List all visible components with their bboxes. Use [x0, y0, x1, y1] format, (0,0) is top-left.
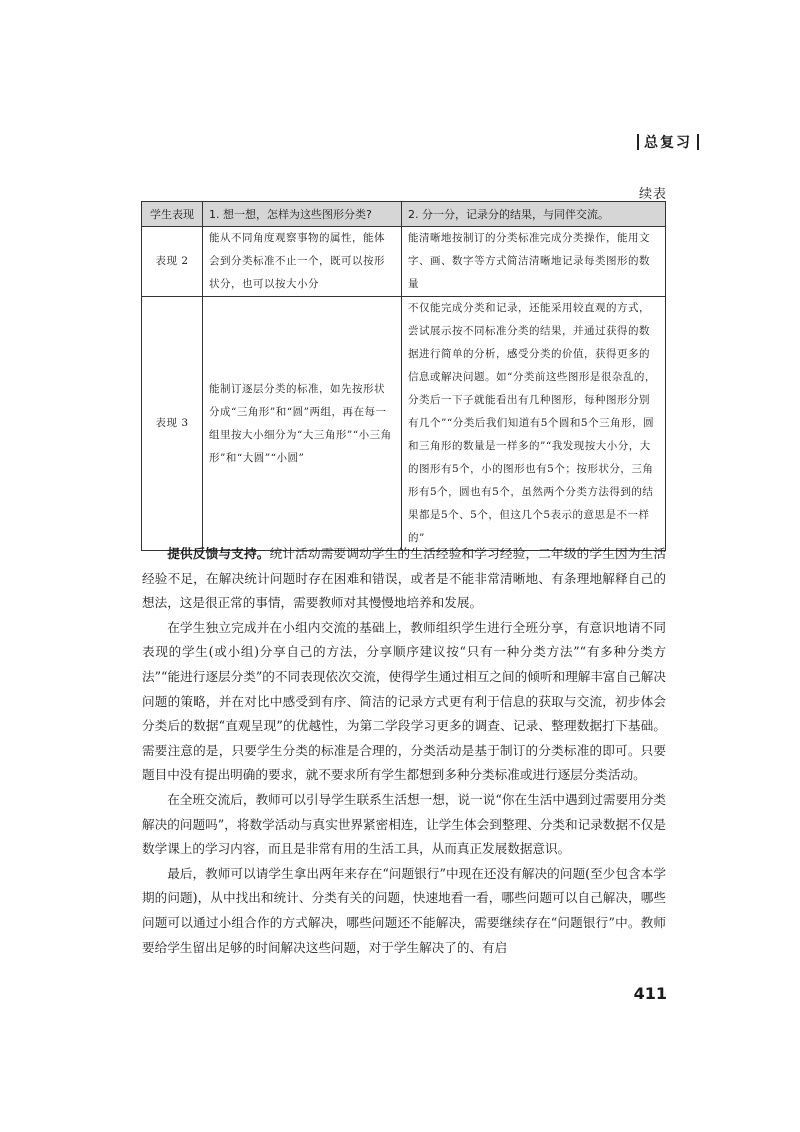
table-header-cell: 2. 分一分，记录分的结果，与同伴交流。 — [402, 202, 666, 227]
table-row — [142, 297, 666, 551]
paragraph-text: 最后，教师可以请学生拿出两年来存在“问题银行”中现在还没有解决的问题(至少包含本学期的问题)，从中找出和统计、分类有关的问题，快速地看一看，哪些问题可以自己解决，哪些问题可以通过小组合作的方式解决，哪些问题还不能解决，需要继续存在“问题银行”中。教师要给学生留出足够的时间解决这些问题，对于学生解决了的、有启 — [142, 865, 666, 955]
paragraph-lead: 提供反馈与支持。 — [167, 546, 270, 561]
paragraph-text: 统计活动需要调动学生的生活经验和学习经验，二年级的学生因为生活经验不足，在解决统计问题时存在困难和错误，或者是不能非常清晰地、有条理地解释自己的想法，这是很正常的事情，需要教师对其慢慢地培养和发展。 — [142, 546, 667, 611]
page-number: 411 — [633, 984, 667, 1003]
paragraph — [142, 616, 666, 788]
header-title: 总复习 — [644, 135, 692, 151]
table-cell: 能制订逐层分类的标准，如先按形状分成“三角形”和“圆”两组，再在每一组里按大小细分为“大三角形”“小三角形”和“大圆”“小圆” — [203, 297, 402, 551]
paragraph-text: 在学生独立完成并在小组内交流的基础上，教师组织学生进行全班分享，有意识地请不同表现的学生(或小组)分享自己的方法，分享顺序建议按“只有一种分类方法”“有多种分类方法”“能进行逐层分类”的不同表现依次交流，使得学生通过相互之间的倾听和理解丰富自己解决问题的策略，并在对比中感受到有序、简洁的记录方式更有利于信息的获取与交流，初步体会分类后的数据“直观呈现”的优越性，为第二学段学习更多的调查、记录、整理数据打下基础。需要注意的是，只要学生分类的标准是合理的，分类活动是基于制订的分类标准的即可。只要题目中没有提出明确的要求，就不要求所有学生都想到多种分类标准或进行逐层分类活动。 — [142, 619, 666, 783]
table-header-row — [142, 202, 666, 227]
table-row — [142, 227, 666, 297]
paragraph — [142, 788, 666, 862]
table-header-cell: 1. 想一想，怎样为这些图形分类? — [203, 202, 402, 227]
body-text — [142, 542, 666, 960]
running-header — [632, 132, 704, 152]
table-header-cell: 学生表现 — [142, 202, 203, 227]
row-label: 表现 2 — [142, 227, 203, 297]
paragraph — [142, 542, 666, 616]
row-label: 表现 3 — [142, 297, 203, 551]
performance-table — [141, 201, 666, 551]
header-bar-right — [697, 134, 699, 150]
header-bar-left — [637, 134, 639, 150]
paragraph — [142, 862, 666, 960]
table-cell: 能从不同角度观察事物的属性，能体会到分类标准不止一个，既可以按形状分，也可以按大小分 — [203, 227, 402, 297]
paragraph-text: 在全班交流后，教师可以引导学生联系生活想一想，说一说“你在生活中遇到过需要用分类解决的问题吗”，将数学活动与真实世界紧密相连，让学生体会到整理、分类和记录数据不仅是数学课上的学习内容，而且是非常有用的生活工具，从而真正发展数据意识。 — [142, 791, 666, 857]
table-cell: 不仅能完成分类和记录，还能采用较直观的方式，尝试展示按不同标准分类的结果，并通过获得的数据进行简单的分析，感受分类的价值，获得更多的信息或解决问题。如“分类前这些图形是很杂乱的，分类后一下子就能看出有几种图形，每种图形分别有几个”“分类后我们知道有5个圆和5个三角形，圆和三角形的数量是一样多的”“我发现按大小分，大的图形有5个，小的图形也有5个；按形状分，三角形有5个，圆也有5个，虽然两个分类方法得到的结果都是5个、5个，但这几个5表示的意思是不一样的” — [402, 297, 666, 551]
table-cell: 能清晰地按制订的分类标准完成分类操作，能用文字、画、数字等方式简洁清晰地记录每类图形的数量 — [402, 227, 666, 297]
continued-label: 续表 — [638, 187, 667, 202]
